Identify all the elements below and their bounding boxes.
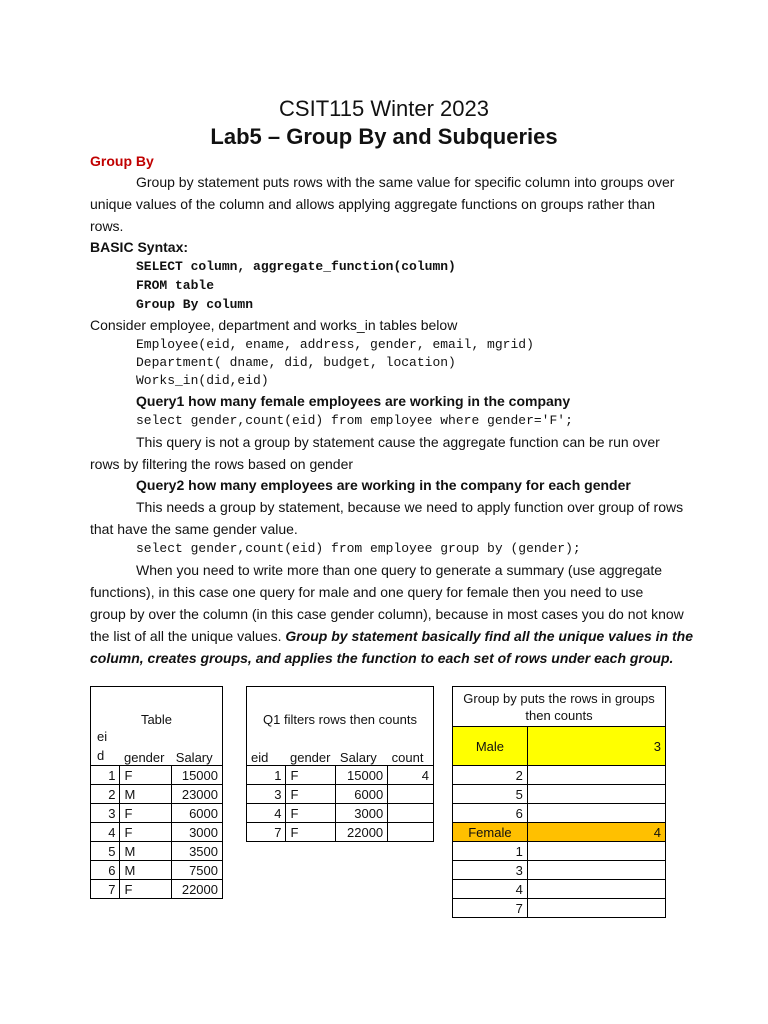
cell-salary: 6000 xyxy=(336,785,388,804)
cell-eid: 3 xyxy=(91,804,120,823)
cell-count xyxy=(388,804,434,823)
syntax-code: FROM table xyxy=(136,278,215,293)
intro-line: Group by statement puts rows with the same value for specific column into groups over xyxy=(136,174,675,190)
group-label-male: Male xyxy=(453,727,528,766)
empty-cell xyxy=(527,766,665,785)
group-count-female: 4 xyxy=(527,823,665,842)
caption-line: Group by puts the rows in groups xyxy=(463,690,655,706)
cell-eid: 1 xyxy=(247,766,286,785)
cell-salary: 22000 xyxy=(336,823,388,842)
cell-count xyxy=(388,785,434,804)
cell-eid: 6 xyxy=(453,804,528,823)
cell-eid: 3 xyxy=(453,861,528,880)
syntax-code: Group By column xyxy=(136,297,254,312)
table-row xyxy=(91,861,223,880)
table-row xyxy=(453,785,666,804)
schema-employee: Employee(eid, ename, address, gender, email, mgrid) xyxy=(136,337,534,352)
cell-gender: F xyxy=(120,804,172,823)
query2-label: Query2 how many employees are working in the company for each gender xyxy=(136,477,631,493)
empty-cell xyxy=(527,880,665,899)
cell-gender: F xyxy=(286,785,336,804)
table-caption xyxy=(453,687,666,727)
caption-line: then counts xyxy=(525,707,593,723)
query1-label: Query1 how many female employees are working in the company xyxy=(136,393,571,409)
syntax-code: SELECT column, aggregate_function(column) xyxy=(136,259,456,274)
summary-emphasis: column, creates groups, and applies the function to each set of rows under each group. xyxy=(90,650,674,666)
query2-explanation: This needs a group by statement, because we need to apply function over group of rows xyxy=(136,499,684,515)
cell-eid: 4 xyxy=(247,804,286,823)
cell-eid: 7 xyxy=(453,899,528,918)
query1-explanation: This query is not a group by statement cause the aggregate function can be run over xyxy=(136,434,660,450)
cell-eid: 5 xyxy=(453,785,528,804)
empty-cell xyxy=(527,861,665,880)
q1-filter-table xyxy=(246,686,434,842)
empty-cell xyxy=(527,804,665,823)
summary-line xyxy=(90,627,693,645)
empty-cell xyxy=(527,785,665,804)
cell-salary: 15000 xyxy=(336,766,388,785)
table-row xyxy=(453,861,666,880)
eid-header-top: ei xyxy=(97,729,108,744)
table-row xyxy=(247,785,434,804)
query1-code: select gender,count(eid) from employee where gender='F'; xyxy=(136,413,573,428)
cell-eid: 1 xyxy=(453,842,528,861)
cell-gender: F xyxy=(286,766,336,785)
column-header-salary: Salary xyxy=(339,750,377,765)
cell-salary: 6000 xyxy=(172,804,223,823)
column-header-salary: Salary xyxy=(175,750,213,765)
summary-line: functions), in this case one query for male and one query for female then you need to use xyxy=(90,584,644,600)
table-caption: Q1 filters rows then counts xyxy=(263,711,417,727)
cell-gender: F xyxy=(120,823,172,842)
column-header-eid: eid xyxy=(251,750,269,765)
table-row xyxy=(91,766,223,785)
cell-eid: 7 xyxy=(91,880,120,899)
group-count-male: 3 xyxy=(527,727,665,766)
schema-works-in: Works_in(did,eid) xyxy=(136,373,269,388)
intro-line: unique values of the column and allows applying aggregate functions on groups rather than xyxy=(90,196,656,212)
table-row xyxy=(453,842,666,861)
cell-eid: 6 xyxy=(91,861,120,880)
table-row xyxy=(91,785,223,804)
cell-gender: M xyxy=(120,842,172,861)
cell-eid: 7 xyxy=(247,823,286,842)
table-row xyxy=(91,823,223,842)
query2-code: select gender,count(eid) from employee group by (gender); xyxy=(136,541,581,556)
cell-eid: 1 xyxy=(91,766,120,785)
cell-eid: 2 xyxy=(453,766,528,785)
syntax-label: BASIC Syntax: xyxy=(90,239,189,255)
table-row xyxy=(247,804,434,823)
table-row xyxy=(453,880,666,899)
consider-text: Consider employee, department and works_in tables below xyxy=(90,317,458,333)
empty-cell xyxy=(527,842,665,861)
cell-eid: 3 xyxy=(247,785,286,804)
empty-cell xyxy=(527,899,665,918)
column-header-gender: gender xyxy=(289,750,331,765)
summary-line: When you need to write more than one query to generate a summary (use aggregate xyxy=(136,562,663,578)
group-row-female xyxy=(453,823,666,842)
cell-salary: 3000 xyxy=(172,823,223,842)
cell-salary: 3000 xyxy=(336,804,388,823)
table-row xyxy=(247,823,434,842)
employee-table xyxy=(90,686,223,899)
cell-gender: F xyxy=(120,766,172,785)
table-row xyxy=(453,804,666,823)
cell-count xyxy=(388,823,434,842)
cell-count: 4 xyxy=(388,766,434,785)
query1-explanation: rows by filtering the rows based on gender xyxy=(90,456,354,472)
column-header-count: count xyxy=(391,750,424,765)
cell-salary: 7500 xyxy=(172,861,223,880)
table-row xyxy=(91,880,223,899)
column-header-eid xyxy=(91,727,120,766)
cell-gender: F xyxy=(286,804,336,823)
cell-eid: 2 xyxy=(91,785,120,804)
query2-explanation: that have the same gender value. xyxy=(90,521,298,537)
cell-eid: 4 xyxy=(91,823,120,842)
document-title: CSIT115 Winter 2023 xyxy=(279,96,489,121)
intro-line: rows. xyxy=(90,218,124,234)
column-header-gender: gender xyxy=(123,750,165,765)
table-row xyxy=(453,899,666,918)
cell-gender: F xyxy=(286,823,336,842)
section-heading: Group By xyxy=(90,153,154,169)
cell-salary: 22000 xyxy=(172,880,223,899)
table-row xyxy=(247,766,434,785)
cell-gender: M xyxy=(120,861,172,880)
cell-salary: 23000 xyxy=(172,785,223,804)
cell-gender: M xyxy=(120,785,172,804)
eid-header-bottom: d xyxy=(97,748,105,763)
schema-department: Department( dname, did, budget, location) xyxy=(136,355,456,370)
cell-eid: 4 xyxy=(453,880,528,899)
summary-line: group by over the column (in this case gender column), because in most cases you do not know xyxy=(90,606,684,622)
document-subtitle: Lab5 – Group By and Subqueries xyxy=(210,124,558,149)
group-label-female: Female xyxy=(453,823,528,842)
group-by-table xyxy=(452,686,666,918)
table-row xyxy=(91,842,223,861)
table-row xyxy=(91,804,223,823)
group-row-male xyxy=(453,727,666,766)
summary-text: the list of all the unique values. xyxy=(90,628,286,644)
table-row xyxy=(453,766,666,785)
cell-eid: 5 xyxy=(91,842,120,861)
cell-salary: 15000 xyxy=(172,766,223,785)
summary-emphasis: Group by statement basically find all the unique values in the xyxy=(285,628,693,644)
cell-salary: 3500 xyxy=(172,842,223,861)
cell-gender: F xyxy=(120,880,172,899)
table-caption: Table xyxy=(140,711,173,727)
